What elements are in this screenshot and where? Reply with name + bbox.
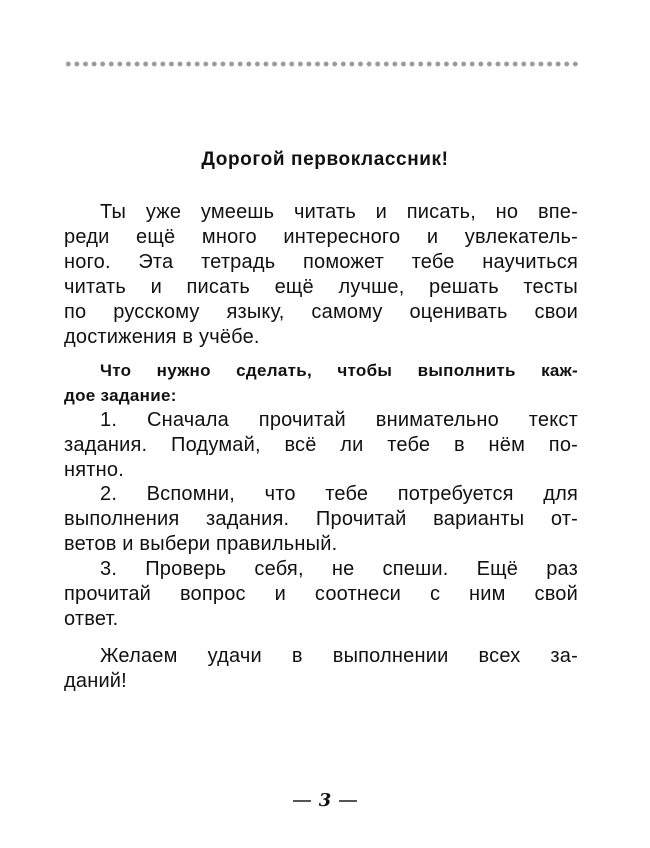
text-line: по русскому языку, самому оценивать свои <box>64 301 578 323</box>
text-line: выполнения задания. Прочитай варианты от- <box>64 508 578 530</box>
text-line: 3. Проверь себя, не спеши. Ещё раз <box>100 558 578 580</box>
page-title: Дорогой первоклассник! <box>201 149 449 170</box>
text-line: 2. Вспомни, что тебе потребуется для <box>100 483 578 505</box>
text-line: 1. Сначала прочитай внимательно текст <box>100 409 578 431</box>
text-line: даний! <box>64 670 127 692</box>
text-line: читать и писать ещё лучше, решать тесты <box>64 276 578 298</box>
text-line: реди ещё много интересного и увлекатель- <box>64 226 578 248</box>
dash-decoration <box>339 800 357 802</box>
text-line: достижения в учёбе. <box>64 326 260 348</box>
heading-line: дое задание: <box>64 386 177 405</box>
dotted-divider <box>64 61 578 67</box>
text-line: ветов и выбери правильный. <box>64 533 338 555</box>
text-line: ответ. <box>64 608 119 630</box>
page-number <box>0 790 650 811</box>
dash-decoration <box>293 800 311 802</box>
text-line: Ты уже умеешь читать и писать, но впе- <box>100 201 578 223</box>
page-number-value: 3 <box>318 790 332 811</box>
text-line: Желаем удачи в выполнении всех за- <box>100 645 578 667</box>
heading-line: Что нужно сделать, чтобы выполнить каж- <box>100 361 578 380</box>
text-line: прочитай вопрос и соотнеси с ним свой <box>64 583 578 605</box>
text-line: ного. Эта тетрадь поможет тебе научиться <box>64 251 578 273</box>
text-line: задания. Подумай, всё ли тебе в нём по- <box>64 434 578 456</box>
text-line: нятно. <box>64 459 124 481</box>
